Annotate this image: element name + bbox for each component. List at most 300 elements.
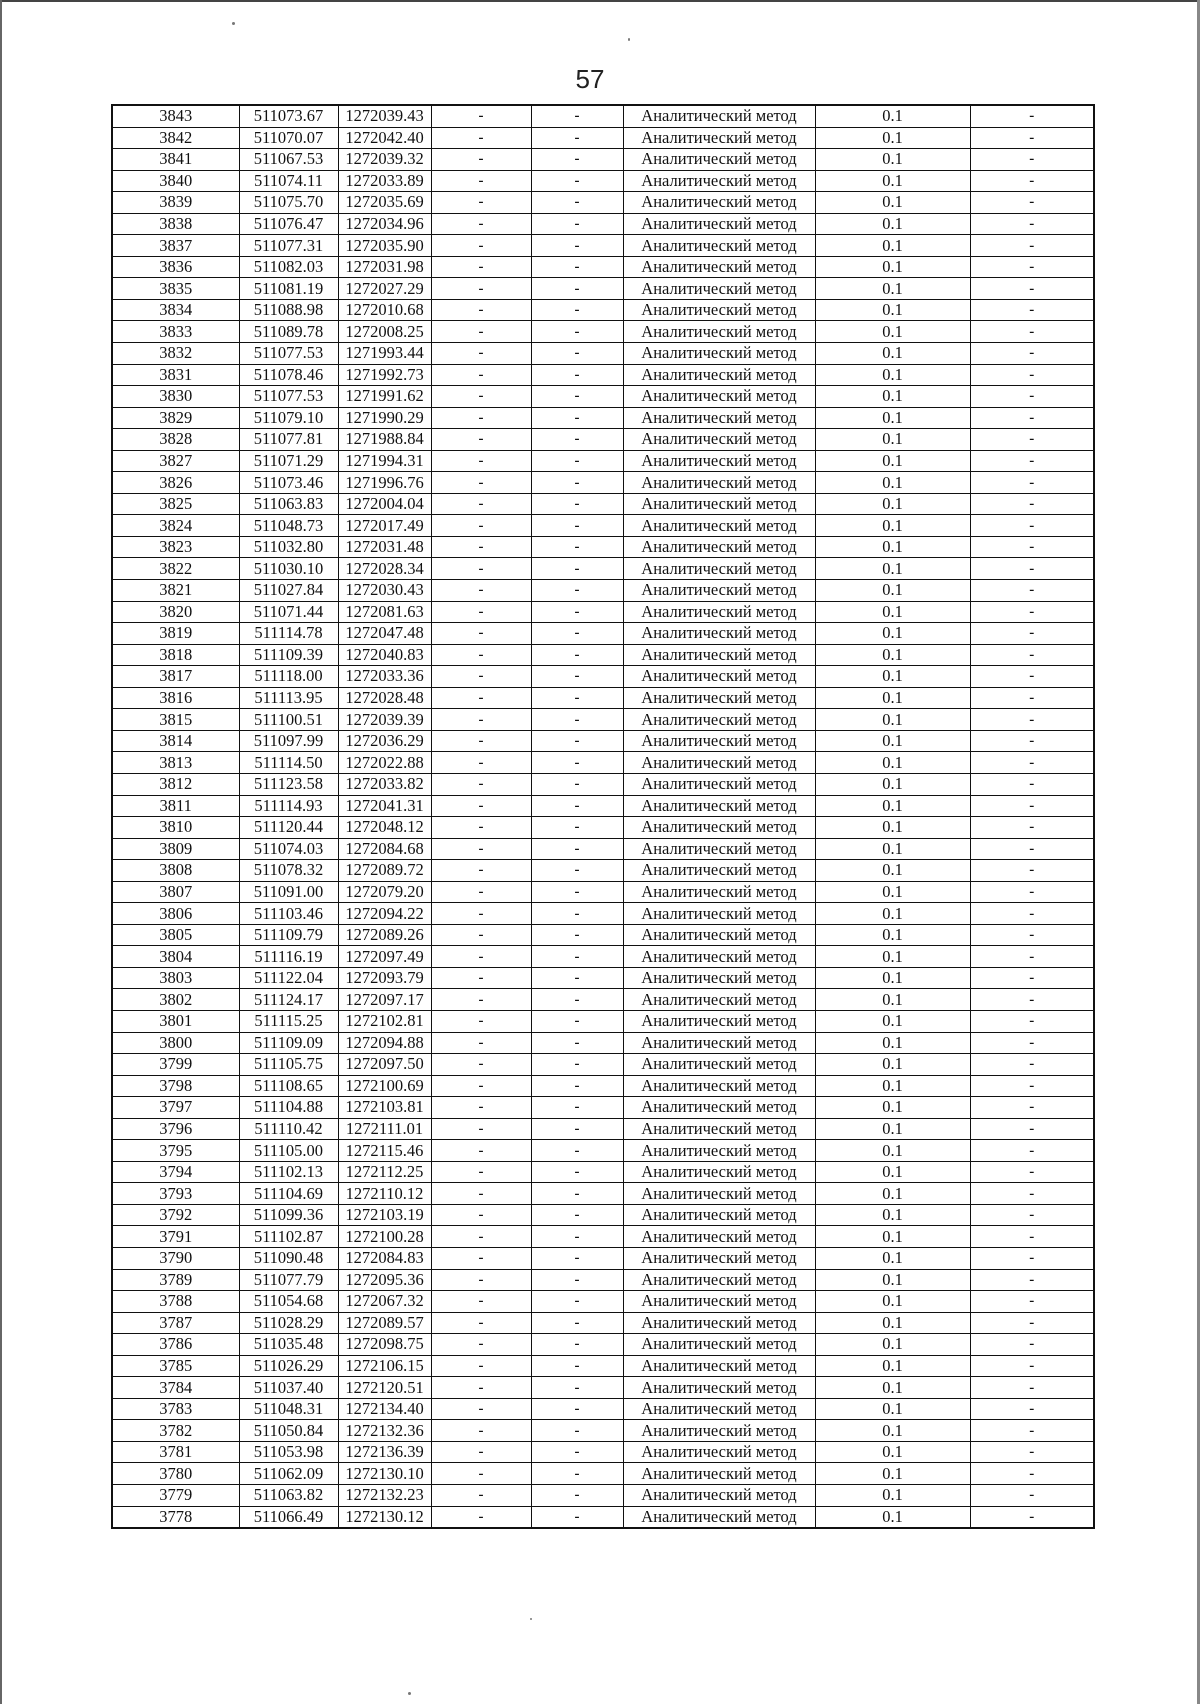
empty-cell: -	[531, 343, 623, 365]
empty-cell: -	[970, 1269, 1094, 1291]
method-cell: Аналитический метод	[623, 881, 815, 903]
accuracy-cell: 0.1	[815, 709, 970, 731]
method-cell: Аналитический метод	[623, 1204, 815, 1226]
table-row	[112, 1312, 1094, 1334]
x-coordinate-cell: 511104.88	[239, 1097, 338, 1119]
empty-cell: -	[431, 343, 531, 365]
empty-cell: -	[431, 1506, 531, 1528]
point-number-cell: 3780	[112, 1463, 239, 1485]
empty-cell: -	[431, 192, 531, 214]
table-row	[112, 407, 1094, 429]
table-row	[112, 170, 1094, 192]
accuracy-cell: 0.1	[815, 1032, 970, 1054]
table-row	[112, 1161, 1094, 1183]
accuracy-cell: 0.1	[815, 687, 970, 709]
method-cell: Аналитический метод	[623, 213, 815, 235]
table-row	[112, 1334, 1094, 1356]
method-cell: Аналитический метод	[623, 1140, 815, 1162]
scan-edge-left	[0, 0, 2, 1704]
table-row	[112, 860, 1094, 882]
y-coordinate-cell: 1272039.32	[338, 149, 431, 171]
empty-cell: -	[970, 838, 1094, 860]
point-number-cell: 3788	[112, 1291, 239, 1313]
method-cell: Аналитический метод	[623, 1010, 815, 1032]
method-cell: Аналитический метод	[623, 1226, 815, 1248]
method-cell: Аналитический метод	[623, 644, 815, 666]
method-cell: Аналитический метод	[623, 709, 815, 731]
table-row	[112, 795, 1094, 817]
empty-cell: -	[431, 558, 531, 580]
accuracy-cell: 0.1	[815, 321, 970, 343]
accuracy-cell: 0.1	[815, 1485, 970, 1507]
empty-cell: -	[970, 1226, 1094, 1248]
x-coordinate-cell: 511082.03	[239, 256, 338, 278]
method-cell: Аналитический метод	[623, 773, 815, 795]
table-row	[112, 429, 1094, 451]
method-cell: Аналитический метод	[623, 1355, 815, 1377]
point-number-cell: 3809	[112, 838, 239, 860]
point-number-cell: 3811	[112, 795, 239, 817]
table-row	[112, 601, 1094, 623]
method-cell: Аналитический метод	[623, 170, 815, 192]
x-coordinate-cell: 511077.53	[239, 343, 338, 365]
y-coordinate-cell: 1272081.63	[338, 601, 431, 623]
y-coordinate-cell: 1271988.84	[338, 429, 431, 451]
accuracy-cell: 0.1	[815, 1355, 970, 1377]
accuracy-cell: 0.1	[815, 386, 970, 408]
x-coordinate-cell: 511070.07	[239, 127, 338, 149]
point-number-cell: 3841	[112, 149, 239, 171]
empty-cell: -	[531, 278, 623, 300]
accuracy-cell: 0.1	[815, 1204, 970, 1226]
empty-cell: -	[431, 515, 531, 537]
table-row	[112, 1226, 1094, 1248]
x-coordinate-cell: 511102.13	[239, 1161, 338, 1183]
method-cell: Аналитический метод	[623, 1032, 815, 1054]
accuracy-cell: 0.1	[815, 1247, 970, 1269]
x-coordinate-cell: 511104.69	[239, 1183, 338, 1205]
y-coordinate-cell: 1272095.36	[338, 1269, 431, 1291]
y-coordinate-cell: 1272084.83	[338, 1247, 431, 1269]
point-number-cell: 3785	[112, 1355, 239, 1377]
point-number-cell: 3827	[112, 450, 239, 472]
table-row	[112, 1463, 1094, 1485]
accuracy-cell: 0.1	[815, 752, 970, 774]
point-number-cell: 3818	[112, 644, 239, 666]
empty-cell: -	[531, 1398, 623, 1420]
y-coordinate-cell: 1272031.48	[338, 536, 431, 558]
x-coordinate-cell: 511109.79	[239, 924, 338, 946]
y-coordinate-cell: 1272041.31	[338, 795, 431, 817]
empty-cell: -	[431, 1334, 531, 1356]
method-cell: Аналитический метод	[623, 1097, 815, 1119]
empty-cell: -	[431, 644, 531, 666]
empty-cell: -	[531, 235, 623, 257]
y-coordinate-cell: 1271992.73	[338, 364, 431, 386]
x-coordinate-cell: 511124.17	[239, 989, 338, 1011]
empty-cell: -	[970, 235, 1094, 257]
empty-cell: -	[531, 1355, 623, 1377]
method-cell: Аналитический метод	[623, 924, 815, 946]
empty-cell: -	[531, 1054, 623, 1076]
point-number-cell: 3830	[112, 386, 239, 408]
empty-cell: -	[531, 321, 623, 343]
point-number-cell: 3823	[112, 536, 239, 558]
method-cell: Аналитический метод	[623, 1075, 815, 1097]
point-number-cell: 3782	[112, 1420, 239, 1442]
empty-cell: -	[970, 1032, 1094, 1054]
empty-cell: -	[531, 1506, 623, 1528]
y-coordinate-cell: 1272089.57	[338, 1312, 431, 1334]
empty-cell: -	[970, 170, 1094, 192]
empty-cell: -	[431, 601, 531, 623]
empty-cell: -	[970, 472, 1094, 494]
accuracy-cell: 0.1	[815, 192, 970, 214]
x-coordinate-cell: 511114.93	[239, 795, 338, 817]
empty-cell: -	[431, 170, 531, 192]
empty-cell: -	[431, 450, 531, 472]
point-number-cell: 3797	[112, 1097, 239, 1119]
table-row	[112, 1420, 1094, 1442]
method-cell: Аналитический метод	[623, 1485, 815, 1507]
point-number-cell: 3839	[112, 192, 239, 214]
scan-edge-top	[0, 0, 1200, 2]
empty-cell: -	[531, 1269, 623, 1291]
method-cell: Аналитический метод	[623, 1334, 815, 1356]
y-coordinate-cell: 1272035.90	[338, 235, 431, 257]
empty-cell: -	[531, 623, 623, 645]
table-row	[112, 493, 1094, 515]
empty-cell: -	[431, 709, 531, 731]
empty-cell: -	[431, 1010, 531, 1032]
y-coordinate-cell: 1272098.75	[338, 1334, 431, 1356]
x-coordinate-cell: 511077.79	[239, 1269, 338, 1291]
table-row	[112, 149, 1094, 171]
empty-cell: -	[970, 558, 1094, 580]
table-row	[112, 192, 1094, 214]
y-coordinate-cell: 1272033.89	[338, 170, 431, 192]
method-cell: Аналитический метод	[623, 1377, 815, 1399]
empty-cell: -	[431, 1097, 531, 1119]
y-coordinate-cell: 1272033.82	[338, 773, 431, 795]
point-number-cell: 3793	[112, 1183, 239, 1205]
point-number-cell: 3808	[112, 860, 239, 882]
scan-speck	[408, 1692, 411, 1695]
empty-cell: -	[970, 623, 1094, 645]
accuracy-cell: 0.1	[815, 623, 970, 645]
method-cell: Аналитический метод	[623, 278, 815, 300]
x-coordinate-cell: 511108.65	[239, 1075, 338, 1097]
empty-cell: -	[431, 838, 531, 860]
empty-cell: -	[531, 192, 623, 214]
table-row	[112, 558, 1094, 580]
empty-cell: -	[531, 407, 623, 429]
empty-cell: -	[531, 838, 623, 860]
table-row	[112, 536, 1094, 558]
empty-cell: -	[531, 1226, 623, 1248]
x-coordinate-cell: 511113.95	[239, 687, 338, 709]
table-row	[112, 730, 1094, 752]
accuracy-cell: 0.1	[815, 666, 970, 688]
y-coordinate-cell: 1272022.88	[338, 752, 431, 774]
x-coordinate-cell: 511114.78	[239, 623, 338, 645]
empty-cell: -	[531, 429, 623, 451]
empty-cell: -	[531, 1463, 623, 1485]
empty-cell: -	[431, 1441, 531, 1463]
x-coordinate-cell: 511048.73	[239, 515, 338, 537]
empty-cell: -	[531, 493, 623, 515]
point-number-cell: 3796	[112, 1118, 239, 1140]
y-coordinate-cell: 1271994.31	[338, 450, 431, 472]
empty-cell: -	[431, 1054, 531, 1076]
accuracy-cell: 0.1	[815, 407, 970, 429]
table-row	[112, 924, 1094, 946]
method-cell: Аналитический метод	[623, 752, 815, 774]
table-row	[112, 1075, 1094, 1097]
empty-cell: -	[531, 1334, 623, 1356]
accuracy-cell: 0.1	[815, 450, 970, 472]
method-cell: Аналитический метод	[623, 1054, 815, 1076]
x-coordinate-cell: 511097.99	[239, 730, 338, 752]
empty-cell: -	[431, 773, 531, 795]
accuracy-cell: 0.1	[815, 1140, 970, 1162]
empty-cell: -	[970, 536, 1094, 558]
point-number-cell: 3836	[112, 256, 239, 278]
method-cell: Аналитический метод	[623, 1161, 815, 1183]
empty-cell: -	[531, 364, 623, 386]
point-number-cell: 3810	[112, 817, 239, 839]
empty-cell: -	[431, 1485, 531, 1507]
empty-cell: -	[970, 666, 1094, 688]
x-coordinate-cell: 511118.00	[239, 666, 338, 688]
empty-cell: -	[431, 946, 531, 968]
empty-cell: -	[531, 1161, 623, 1183]
x-coordinate-cell: 511026.29	[239, 1355, 338, 1377]
method-cell: Аналитический метод	[623, 235, 815, 257]
x-coordinate-cell: 511067.53	[239, 149, 338, 171]
y-coordinate-cell: 1272004.04	[338, 493, 431, 515]
coordinates-table	[111, 104, 1095, 1529]
empty-cell: -	[970, 924, 1094, 946]
accuracy-cell: 0.1	[815, 149, 970, 171]
accuracy-cell: 0.1	[815, 1312, 970, 1334]
empty-cell: -	[431, 235, 531, 257]
table-row	[112, 967, 1094, 989]
empty-cell: -	[431, 730, 531, 752]
empty-cell: -	[531, 299, 623, 321]
empty-cell: -	[531, 924, 623, 946]
y-coordinate-cell: 1272094.22	[338, 903, 431, 925]
method-cell: Аналитический метод	[623, 364, 815, 386]
empty-cell: -	[970, 795, 1094, 817]
y-coordinate-cell: 1272031.98	[338, 256, 431, 278]
x-coordinate-cell: 511078.46	[239, 364, 338, 386]
empty-cell: -	[531, 1485, 623, 1507]
y-coordinate-cell: 1272008.25	[338, 321, 431, 343]
table-row	[112, 1010, 1094, 1032]
table-row	[112, 817, 1094, 839]
empty-cell: -	[431, 580, 531, 602]
point-number-cell: 3835	[112, 278, 239, 300]
y-coordinate-cell: 1272028.48	[338, 687, 431, 709]
x-coordinate-cell: 511116.19	[239, 946, 338, 968]
point-number-cell: 3804	[112, 946, 239, 968]
y-coordinate-cell: 1272130.12	[338, 1506, 431, 1528]
method-cell: Аналитический метод	[623, 429, 815, 451]
accuracy-cell: 0.1	[815, 838, 970, 860]
x-coordinate-cell: 511030.10	[239, 558, 338, 580]
method-cell: Аналитический метод	[623, 666, 815, 688]
empty-cell: -	[970, 730, 1094, 752]
empty-cell: -	[970, 1118, 1094, 1140]
empty-cell: -	[531, 946, 623, 968]
table-row	[112, 299, 1094, 321]
x-coordinate-cell: 511074.11	[239, 170, 338, 192]
x-coordinate-cell: 511054.68	[239, 1291, 338, 1313]
scan-speck	[232, 22, 235, 25]
accuracy-cell: 0.1	[815, 493, 970, 515]
empty-cell: -	[431, 881, 531, 903]
x-coordinate-cell: 511090.48	[239, 1247, 338, 1269]
x-coordinate-cell: 511109.39	[239, 644, 338, 666]
method-cell: Аналитический метод	[623, 321, 815, 343]
empty-cell: -	[531, 1312, 623, 1334]
empty-cell: -	[970, 1161, 1094, 1183]
empty-cell: -	[431, 1118, 531, 1140]
empty-cell: -	[970, 105, 1094, 127]
point-number-cell: 3787	[112, 1312, 239, 1334]
empty-cell: -	[970, 127, 1094, 149]
empty-cell: -	[531, 709, 623, 731]
method-cell: Аналитический метод	[623, 192, 815, 214]
point-number-cell: 3842	[112, 127, 239, 149]
accuracy-cell: 0.1	[815, 1291, 970, 1313]
x-coordinate-cell: 511079.10	[239, 407, 338, 429]
empty-cell: -	[431, 321, 531, 343]
accuracy-cell: 0.1	[815, 817, 970, 839]
empty-cell: -	[431, 1312, 531, 1334]
point-number-cell: 3824	[112, 515, 239, 537]
empty-cell: -	[531, 1441, 623, 1463]
point-number-cell: 3838	[112, 213, 239, 235]
empty-cell: -	[531, 1204, 623, 1226]
empty-cell: -	[431, 149, 531, 171]
x-coordinate-cell: 511027.84	[239, 580, 338, 602]
x-coordinate-cell: 511099.36	[239, 1204, 338, 1226]
method-cell: Аналитический метод	[623, 623, 815, 645]
y-coordinate-cell: 1272033.36	[338, 666, 431, 688]
accuracy-cell: 0.1	[815, 1506, 970, 1528]
y-coordinate-cell: 1271990.29	[338, 407, 431, 429]
empty-cell: -	[970, 903, 1094, 925]
point-number-cell: 3783	[112, 1398, 239, 1420]
point-number-cell: 3803	[112, 967, 239, 989]
empty-cell: -	[970, 1463, 1094, 1485]
empty-cell: -	[531, 752, 623, 774]
method-cell: Аналитический метод	[623, 493, 815, 515]
method-cell: Аналитический метод	[623, 860, 815, 882]
empty-cell: -	[970, 278, 1094, 300]
empty-cell: -	[531, 687, 623, 709]
empty-cell: -	[431, 924, 531, 946]
page-number: 57	[575, 64, 605, 94]
point-number-cell: 3798	[112, 1075, 239, 1097]
empty-cell: -	[970, 1506, 1094, 1528]
empty-cell: -	[431, 407, 531, 429]
empty-cell: -	[970, 192, 1094, 214]
y-coordinate-cell: 1271991.62	[338, 386, 431, 408]
x-coordinate-cell: 511073.46	[239, 472, 338, 494]
empty-cell: -	[431, 299, 531, 321]
empty-cell: -	[970, 709, 1094, 731]
table-row	[112, 1097, 1094, 1119]
table-row	[112, 1269, 1094, 1291]
accuracy-cell: 0.1	[815, 1269, 970, 1291]
empty-cell: -	[531, 170, 623, 192]
empty-cell: -	[970, 256, 1094, 278]
y-coordinate-cell: 1271996.76	[338, 472, 431, 494]
table-row	[112, 1183, 1094, 1205]
x-coordinate-cell: 511075.70	[239, 192, 338, 214]
empty-cell: -	[531, 1291, 623, 1313]
table-row	[112, 773, 1094, 795]
method-cell: Аналитический метод	[623, 1463, 815, 1485]
table-row	[112, 364, 1094, 386]
accuracy-cell: 0.1	[815, 924, 970, 946]
y-coordinate-cell: 1272106.15	[338, 1355, 431, 1377]
table-row	[112, 1291, 1094, 1313]
x-coordinate-cell: 511100.51	[239, 709, 338, 731]
point-number-cell: 3806	[112, 903, 239, 925]
y-coordinate-cell: 1272097.49	[338, 946, 431, 968]
empty-cell: -	[531, 213, 623, 235]
empty-cell: -	[431, 1291, 531, 1313]
method-cell: Аналитический метод	[623, 149, 815, 171]
accuracy-cell: 0.1	[815, 256, 970, 278]
empty-cell: -	[431, 278, 531, 300]
empty-cell: -	[970, 1398, 1094, 1420]
point-number-cell: 3814	[112, 730, 239, 752]
empty-cell: -	[970, 213, 1094, 235]
x-coordinate-cell: 511077.31	[239, 235, 338, 257]
x-coordinate-cell: 511105.00	[239, 1140, 338, 1162]
x-coordinate-cell: 511063.83	[239, 493, 338, 515]
empty-cell: -	[531, 1032, 623, 1054]
x-coordinate-cell: 511028.29	[239, 1312, 338, 1334]
empty-cell: -	[970, 343, 1094, 365]
table-row	[112, 946, 1094, 968]
x-coordinate-cell: 511120.44	[239, 817, 338, 839]
table-row	[112, 1441, 1094, 1463]
x-coordinate-cell: 511053.98	[239, 1441, 338, 1463]
empty-cell: -	[970, 644, 1094, 666]
method-cell: Аналитический метод	[623, 1118, 815, 1140]
empty-cell: -	[970, 1247, 1094, 1269]
empty-cell: -	[970, 515, 1094, 537]
point-number-cell: 3813	[112, 752, 239, 774]
empty-cell: -	[431, 967, 531, 989]
x-coordinate-cell: 511115.25	[239, 1010, 338, 1032]
y-coordinate-cell: 1271993.44	[338, 343, 431, 365]
empty-cell: -	[970, 860, 1094, 882]
empty-cell: -	[531, 149, 623, 171]
method-cell: Аналитический метод	[623, 127, 815, 149]
accuracy-cell: 0.1	[815, 170, 970, 192]
point-number-cell: 3816	[112, 687, 239, 709]
point-number-cell: 3781	[112, 1441, 239, 1463]
point-number-cell: 3795	[112, 1140, 239, 1162]
empty-cell: -	[970, 1097, 1094, 1119]
